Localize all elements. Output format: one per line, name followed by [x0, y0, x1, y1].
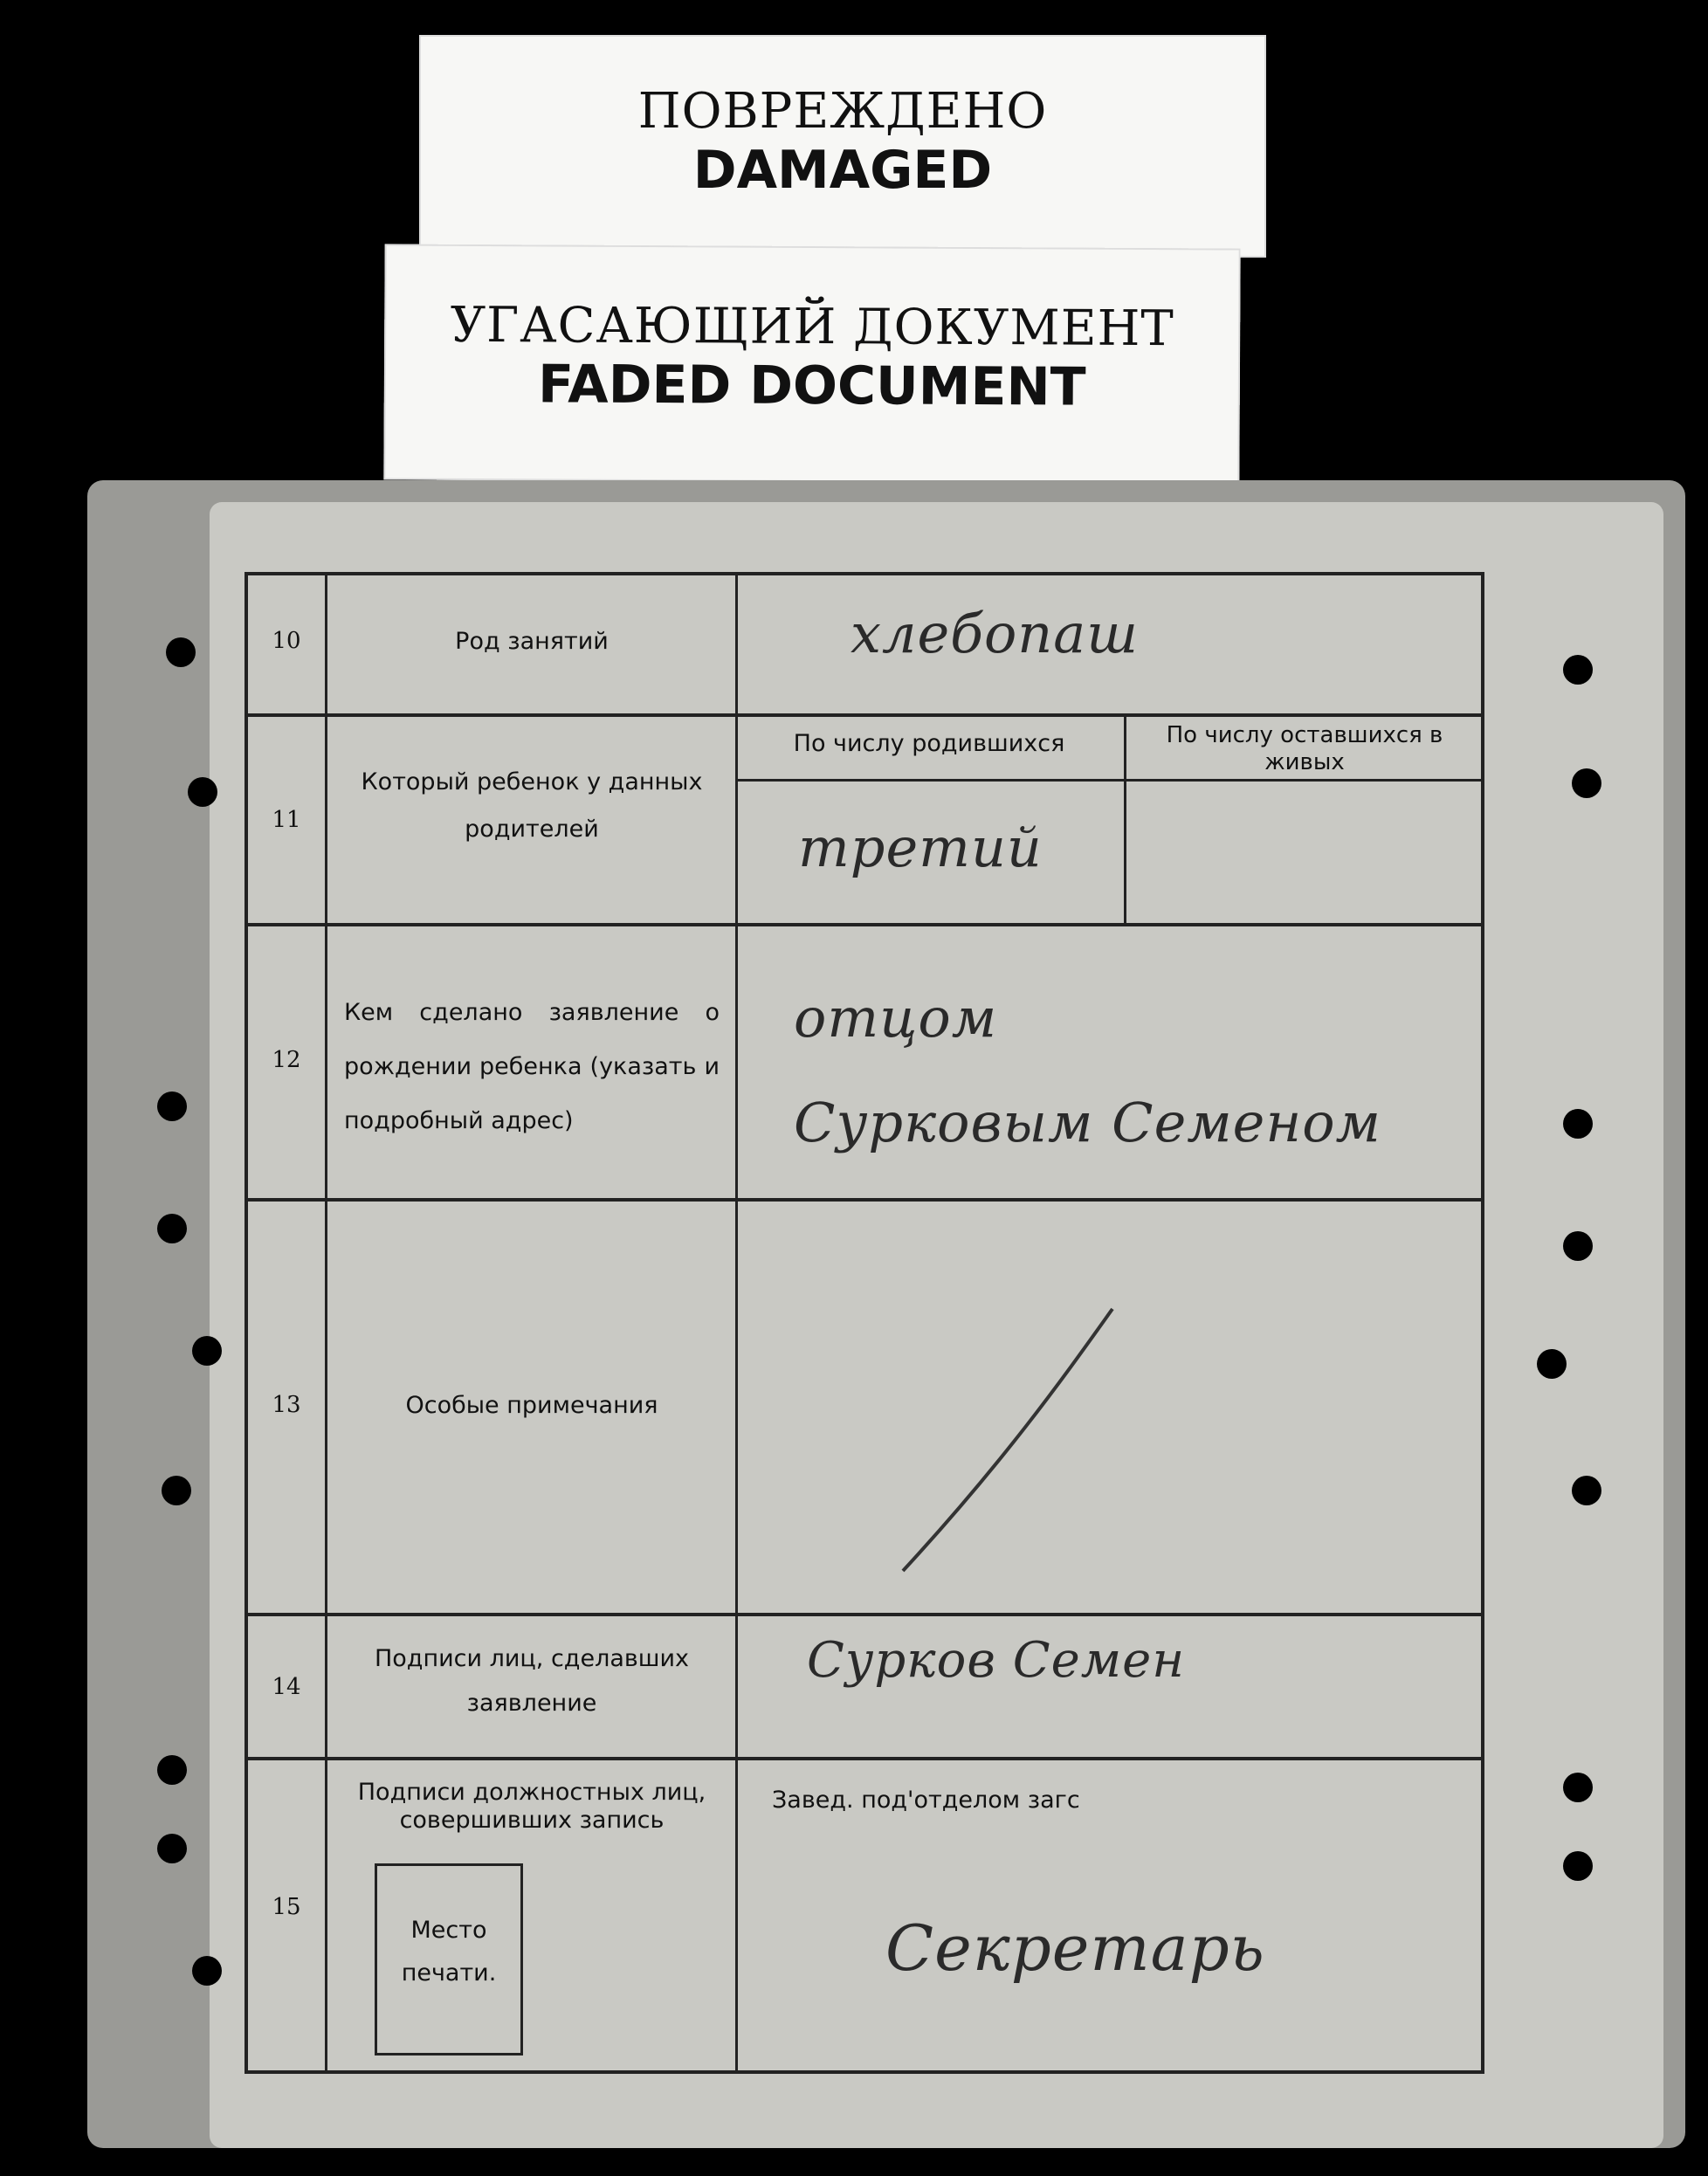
stamp-placeholder: Место печати. — [401, 1917, 497, 1987]
punch-hole-icon — [1563, 1851, 1593, 1881]
punch-hole-icon — [192, 1956, 222, 1986]
col-born-header: По числу родившихся — [793, 730, 1065, 757]
row-divider — [248, 1757, 1481, 1760]
row-divider — [248, 923, 1481, 926]
official-signature-value: Секретарь — [885, 1911, 1265, 1985]
punch-hole-icon — [1572, 768, 1601, 798]
declarant-value-line1: отцом — [794, 986, 998, 1050]
row11-column-divider — [1124, 713, 1126, 923]
punch-hole-icon — [157, 1214, 187, 1243]
row-divider — [248, 713, 1481, 717]
punch-hole-icon — [157, 1091, 187, 1121]
punch-hole-icon — [166, 637, 196, 667]
faded-label — [383, 244, 1240, 484]
stamp-box — [375, 1863, 523, 2055]
punch-hole-icon — [1537, 1349, 1567, 1379]
damaged-label — [419, 35, 1266, 258]
damaged-label-ru: ПОВРЕЖДЕНО — [637, 83, 1048, 140]
declarant-value-line2: Сурковым Семеном — [794, 1091, 1381, 1154]
punch-hole-icon — [192, 1336, 222, 1366]
col-alive-header: По числу оставшихся в живых — [1166, 722, 1443, 776]
row-number: 11 — [272, 807, 301, 833]
row-number: 14 — [272, 1674, 301, 1700]
punch-hole-icon — [162, 1476, 191, 1505]
row11-subheader-divider — [735, 779, 1481, 782]
column-divider — [735, 575, 738, 2070]
child-order-born-value: третий — [798, 816, 1043, 879]
row-number: 10 — [272, 628, 301, 654]
row-number: 15 — [272, 1894, 301, 1920]
punch-hole-icon — [1563, 1231, 1593, 1261]
occupation-label: Род занятий — [455, 628, 609, 655]
declarant-signature-value: Сурков Семен — [807, 1632, 1186, 1689]
punch-hole-icon — [157, 1834, 187, 1863]
damaged-label-en: DAMAGED — [692, 140, 993, 201]
remarks-label: Особые примечания — [405, 1392, 658, 1419]
remarks-strike-line — [894, 1300, 1121, 1580]
punch-hole-icon — [157, 1755, 187, 1785]
column-divider — [325, 575, 327, 2070]
punch-hole-icon — [188, 777, 217, 807]
child-order-label: Который ребенок у данных родителей — [361, 768, 703, 843]
row-number: 12 — [272, 1047, 301, 1073]
punch-hole-icon — [1563, 1773, 1593, 1802]
faded-label-ru: УГАСАЮЩИЙ ДОКУМЕНТ — [450, 296, 1174, 358]
punch-hole-icon — [1563, 1109, 1593, 1139]
punch-hole-icon — [1572, 1476, 1601, 1505]
occupation-value: хлебопаш — [851, 602, 1139, 665]
row-divider — [248, 1613, 1481, 1616]
punch-hole-icon — [1563, 655, 1593, 685]
declarant-label: Кем сделано заявление о рождении ребенка (указать и подробный адрес) — [344, 999, 720, 1135]
row-divider — [248, 1198, 1481, 1202]
official-title: Завед. под'отделом загс — [772, 1787, 1080, 1814]
row-number: 13 — [272, 1392, 301, 1418]
faded-label-en: FADED DOCUMENT — [537, 354, 1086, 418]
official-signature-label: Подписи должностных лиц, совершивших запись — [357, 1779, 706, 1835]
declarant-signature-label: Подписи лиц, сделавших заявление — [374, 1645, 690, 1718]
registry-form — [244, 572, 1484, 2074]
